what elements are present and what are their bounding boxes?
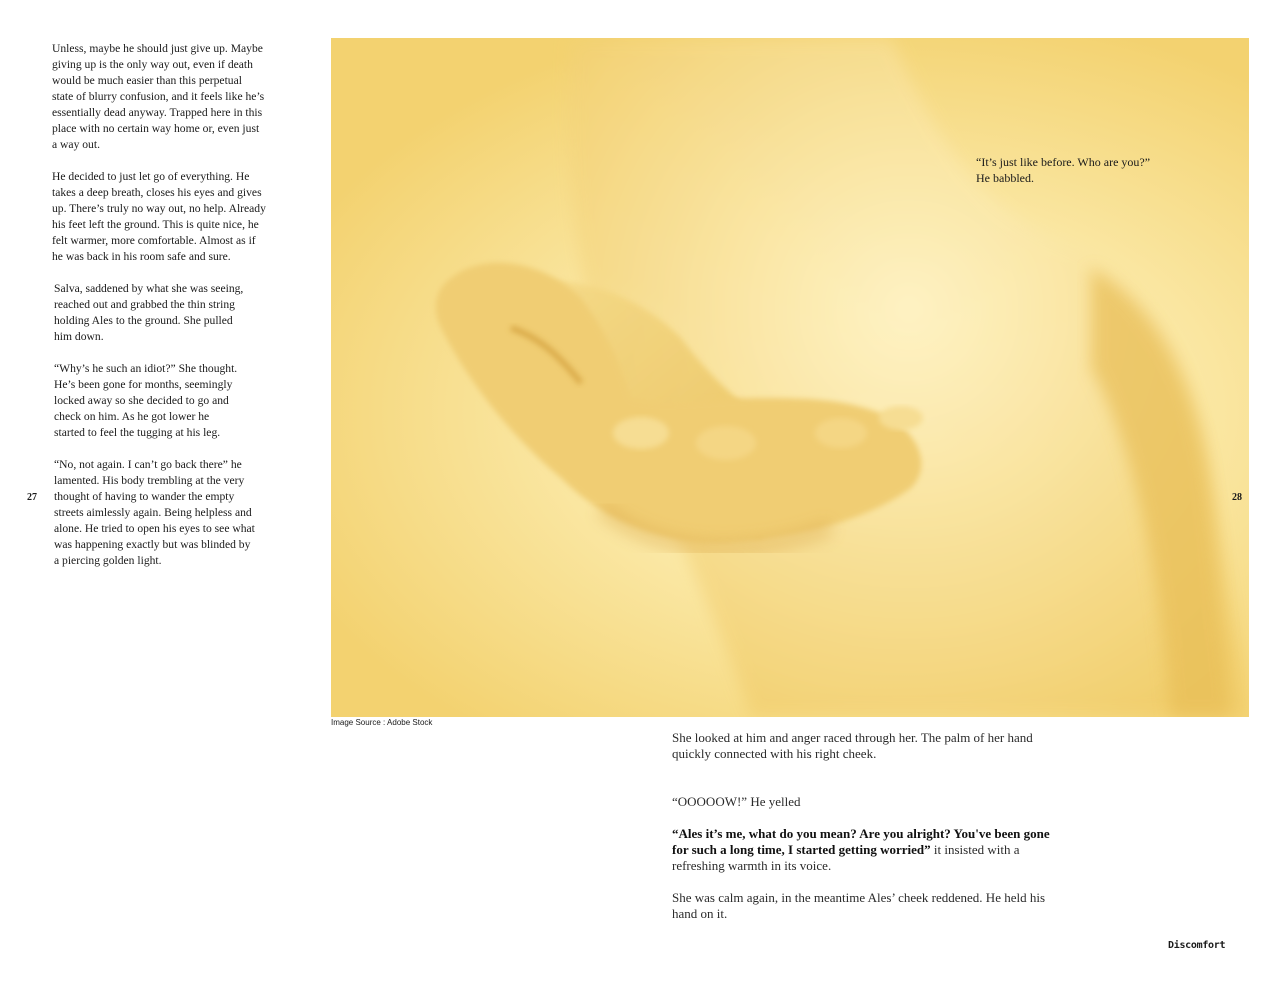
paragraph: He decided to just let go of everything. He takes a deep breath, closes his eyes and gives up. There’s truly no way out, no help. Already his feet left the ground. This is quite nice, he felt warmer, more comfortable. Almost as if he was back in his room safe and sure. xyxy=(52,170,266,263)
paragraph xyxy=(672,778,1052,874)
dialogue-tail: it insisted with a refreshing warmth in its voice. xyxy=(672,842,1020,873)
bottom-text-column xyxy=(672,730,1052,938)
brand-wordmark: Discomfort xyxy=(1168,940,1226,951)
outstretched-hand-photo xyxy=(331,38,1249,717)
paragraph: She looked at him and anger raced through her. The palm of her hand quickly connected with his right cheek. xyxy=(672,730,1033,761)
paragraph: Unless, maybe he should just give up. Maybe giving up is the only way out, even if death would be much easier than this perpetual state of blurry confusion, and it feels like he’s essentially dead anyway. Trapped here in this place with no certain way home or, even just a way out. xyxy=(52,42,265,151)
image-quote: “It’s just like before. Who are you?” He babbled. xyxy=(976,155,1151,185)
paragraph: “No, not again. I can’t go back there” he lamented. His body trembling at the very thought of having to wander the empty streets aimlessly again. Being helpless and alone. He tried to open his eyes to see what was happening exactly but was blinded by a piercing golden light. xyxy=(54,458,255,567)
image-caption: Image Source : Adobe Stock xyxy=(331,718,433,727)
paragraph: She was calm again, in the meantime Ales’ cheek reddened. He held his hand on it. xyxy=(672,890,1046,921)
paragraph: Salva, saddened by what she was seeing, reached out and grabbed the thin string holding Ales to the ground. She pulled him down. xyxy=(54,282,244,343)
exclamation-line: “OOOOOW!” He yelled xyxy=(672,794,801,809)
hand-illustration xyxy=(331,38,1249,717)
left-text-column xyxy=(52,41,302,585)
page-number-right: 28 xyxy=(1232,492,1242,503)
paragraph: “Why’s he such an idiot?” She thought. He’s been gone for months, seemingly locked away so she decided to go and check on him. As he got lower he started to feel the tugging at his leg. xyxy=(54,362,238,439)
bold-dialogue: “Ales it’s me, what do you mean? Are you alright? You've been gone for such a long time, I started getting worried” xyxy=(672,826,1050,857)
page-number-left: 27 xyxy=(27,492,37,503)
